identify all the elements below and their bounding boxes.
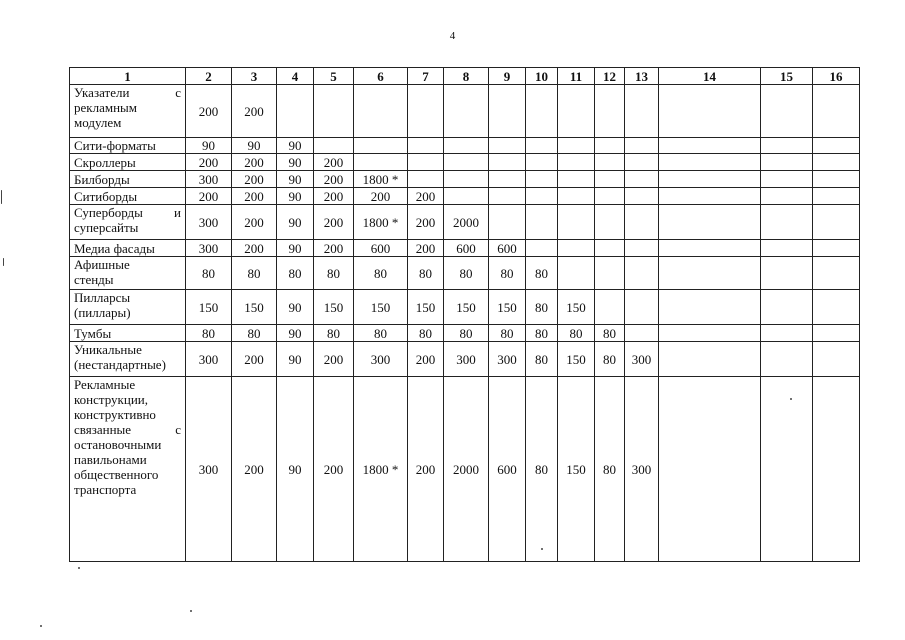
tariff-table [69, 67, 860, 562]
value-cell: 80 [489, 257, 526, 290]
value-cell [659, 240, 761, 257]
value-cell [354, 154, 408, 171]
row-name-line: Уникальные [74, 342, 142, 357]
row-name-line: Скроллеры [74, 154, 136, 170]
column-header: 3 [232, 68, 277, 85]
value-cell [625, 290, 659, 325]
value-cell [489, 171, 526, 188]
value-cell: 80 [354, 257, 408, 290]
value-cell: 80 [526, 325, 558, 342]
row-name-line: стенды [74, 272, 114, 287]
scan-speck [541, 548, 543, 550]
value-cell: 90 [277, 188, 314, 205]
row-name-line: (пиллары) [74, 305, 131, 320]
value-cell: 80 [526, 377, 558, 562]
row-name-line: Медиа фасады [74, 240, 155, 256]
value-cell: 200 [232, 205, 277, 240]
value-cell: 200 [186, 188, 232, 205]
row-name-line: Пилларсы [74, 290, 131, 305]
value-cell [813, 290, 860, 325]
value-cell: 600 [489, 377, 526, 562]
value-cell: 1800 * [354, 205, 408, 240]
row-name-cell [70, 171, 186, 188]
value-cell: 150 [558, 377, 595, 562]
scan-speck [3, 258, 4, 266]
column-header: 9 [489, 68, 526, 85]
row-name-line: рекламным [74, 100, 137, 115]
value-cell [625, 188, 659, 205]
row-name-line: суперсайты [74, 220, 139, 235]
column-header: 4 [277, 68, 314, 85]
row-name-line: Билборды [74, 171, 130, 187]
value-cell: 150 [558, 342, 595, 377]
value-cell: 150 [186, 290, 232, 325]
value-cell [761, 205, 813, 240]
value-cell: 90 [277, 342, 314, 377]
value-cell: 80 [526, 257, 558, 290]
value-cell [595, 240, 625, 257]
value-cell: 80 [444, 325, 489, 342]
table-row [70, 257, 860, 290]
value-cell: 80 [489, 325, 526, 342]
value-cell: 200 [314, 171, 354, 188]
value-cell: 200 [232, 188, 277, 205]
value-cell [813, 205, 860, 240]
value-cell: 1800 * [354, 377, 408, 562]
value-cell: 80 [314, 257, 354, 290]
value-cell: 300 [444, 342, 489, 377]
value-cell [625, 240, 659, 257]
value-cell [659, 377, 761, 562]
value-cell [659, 205, 761, 240]
value-cell [659, 188, 761, 205]
value-cell: 300 [354, 342, 408, 377]
row-name-cell [70, 342, 186, 377]
value-cell [625, 171, 659, 188]
value-cell: 200 [314, 240, 354, 257]
value-cell [558, 85, 595, 138]
value-cell: 90 [277, 154, 314, 171]
value-cell: 300 [625, 377, 659, 562]
value-cell [659, 290, 761, 325]
value-cell: 300 [186, 205, 232, 240]
table-body [70, 85, 860, 562]
value-cell [595, 290, 625, 325]
value-cell [625, 325, 659, 342]
column-header: 8 [444, 68, 489, 85]
value-cell: 300 [186, 342, 232, 377]
value-cell [595, 171, 625, 188]
value-cell [761, 240, 813, 257]
scan-speck [40, 625, 42, 627]
value-cell: 300 [186, 240, 232, 257]
scan-speck [790, 398, 792, 400]
value-cell [659, 138, 761, 154]
value-cell: 300 [489, 342, 526, 377]
row-name-cell [70, 205, 186, 240]
value-cell: 80 [408, 257, 444, 290]
row-name-cell [70, 240, 186, 257]
value-cell [526, 188, 558, 205]
value-cell [595, 257, 625, 290]
value-cell: 90 [186, 138, 232, 154]
value-cell [761, 342, 813, 377]
value-cell [813, 342, 860, 377]
value-cell [761, 188, 813, 205]
column-header: 16 [813, 68, 860, 85]
value-cell [761, 154, 813, 171]
value-cell [444, 171, 489, 188]
value-cell: 80 [595, 342, 625, 377]
value-cell [489, 154, 526, 171]
value-cell [625, 257, 659, 290]
value-cell [526, 205, 558, 240]
column-header: 10 [526, 68, 558, 85]
value-cell [354, 85, 408, 138]
value-cell: 200 [354, 188, 408, 205]
row-name-line: конструкции, [74, 392, 148, 407]
column-header: 1 [70, 68, 186, 85]
value-cell [408, 154, 444, 171]
table-row [70, 290, 860, 325]
value-cell: 80 [186, 325, 232, 342]
row-name-line: Тумбы [74, 325, 112, 341]
value-cell: 80 [558, 325, 595, 342]
value-cell: 200 [314, 377, 354, 562]
value-cell [659, 257, 761, 290]
value-cell [314, 138, 354, 154]
column-header: 6 [354, 68, 408, 85]
row-name-cell [70, 257, 186, 290]
value-cell [659, 154, 761, 171]
value-cell: 150 [232, 290, 277, 325]
value-cell: 2000 [444, 205, 489, 240]
row-name-line: Рекламные [74, 377, 136, 392]
value-cell [408, 138, 444, 154]
value-cell: 200 [314, 188, 354, 205]
value-cell: 90 [232, 138, 277, 154]
row-name-line: конструктивно [74, 407, 156, 422]
value-cell [659, 171, 761, 188]
table-row [70, 377, 860, 562]
value-cell [277, 85, 314, 138]
value-cell: 200 [408, 342, 444, 377]
scan-speck [1, 190, 2, 204]
value-cell [526, 154, 558, 171]
value-cell [595, 85, 625, 138]
value-cell [761, 85, 813, 138]
value-cell [526, 240, 558, 257]
value-cell: 200 [408, 377, 444, 562]
row-name-cell [70, 85, 186, 138]
value-cell: 200 [408, 188, 444, 205]
value-cell [625, 205, 659, 240]
value-cell [558, 154, 595, 171]
value-cell: 150 [408, 290, 444, 325]
column-header: 13 [625, 68, 659, 85]
value-cell: 150 [558, 290, 595, 325]
value-cell: 80 [526, 290, 558, 325]
value-cell [761, 138, 813, 154]
value-cell [625, 85, 659, 138]
row-name-line: Ситиборды [74, 188, 138, 204]
column-header: 14 [659, 68, 761, 85]
row-name-line: павильонами [74, 452, 147, 467]
value-cell [761, 325, 813, 342]
value-cell: 200 [186, 85, 232, 138]
value-cell: 90 [277, 325, 314, 342]
value-cell [526, 138, 558, 154]
header-row [70, 68, 860, 85]
row-name-line: транспорта [74, 482, 137, 497]
table-row [70, 342, 860, 377]
value-cell: 200 [408, 240, 444, 257]
value-cell: 600 [444, 240, 489, 257]
page-number: 4 [449, 30, 456, 42]
value-cell [354, 138, 408, 154]
value-cell: 200 [314, 154, 354, 171]
value-cell [558, 240, 595, 257]
value-cell [813, 240, 860, 257]
value-cell: 80 [186, 257, 232, 290]
value-cell [595, 205, 625, 240]
row-name-line: связанные с [74, 422, 181, 437]
value-cell: 150 [314, 290, 354, 325]
value-cell [625, 138, 659, 154]
value-cell [489, 188, 526, 205]
value-cell: 90 [277, 138, 314, 154]
value-cell [761, 377, 813, 562]
column-header: 11 [558, 68, 595, 85]
row-name-line: остановочными [74, 437, 162, 452]
value-cell [595, 154, 625, 171]
value-cell [813, 171, 860, 188]
value-cell: 2000 [444, 377, 489, 562]
value-cell [408, 171, 444, 188]
row-name-line: (нестандартные) [74, 357, 166, 372]
column-header: 2 [186, 68, 232, 85]
value-cell: 80 [277, 257, 314, 290]
value-cell: 90 [277, 290, 314, 325]
value-cell: 200 [232, 240, 277, 257]
row-name-cell [70, 377, 186, 562]
value-cell: 200 [232, 377, 277, 562]
value-cell: 150 [444, 290, 489, 325]
row-name-cell [70, 188, 186, 205]
value-cell: 300 [186, 377, 232, 562]
value-cell [659, 342, 761, 377]
table-row [70, 85, 860, 138]
value-cell: 200 [232, 85, 277, 138]
value-cell: 80 [444, 257, 489, 290]
row-name-line: Указатели с [74, 85, 181, 100]
value-cell [489, 138, 526, 154]
value-cell [813, 377, 860, 562]
value-cell [314, 85, 354, 138]
table-row [70, 138, 860, 154]
value-cell: 200 [186, 154, 232, 171]
value-cell [558, 171, 595, 188]
scan-speck [190, 610, 192, 612]
value-cell: 80 [595, 377, 625, 562]
value-cell [813, 257, 860, 290]
value-cell [813, 138, 860, 154]
value-cell [558, 188, 595, 205]
value-cell [408, 85, 444, 138]
value-cell: 90 [277, 377, 314, 562]
value-cell [444, 154, 489, 171]
row-name-line: общественного [74, 467, 159, 482]
scan-speck [78, 567, 80, 569]
value-cell [813, 154, 860, 171]
table-row [70, 205, 860, 240]
value-cell: 200 [314, 342, 354, 377]
table-row [70, 188, 860, 205]
value-cell: 80 [232, 325, 277, 342]
value-cell [526, 171, 558, 188]
value-cell [813, 85, 860, 138]
value-cell [659, 325, 761, 342]
column-header: 15 [761, 68, 813, 85]
value-cell: 90 [277, 240, 314, 257]
value-cell: 80 [354, 325, 408, 342]
value-cell [489, 205, 526, 240]
value-cell: 150 [489, 290, 526, 325]
column-header: 7 [408, 68, 444, 85]
value-cell: 90 [277, 171, 314, 188]
value-cell: 200 [314, 205, 354, 240]
value-cell [489, 85, 526, 138]
value-cell: 90 [277, 205, 314, 240]
value-cell: 80 [595, 325, 625, 342]
row-name-cell [70, 290, 186, 325]
value-cell: 200 [408, 205, 444, 240]
row-name-line: Афишные [74, 257, 130, 272]
value-cell: 80 [314, 325, 354, 342]
value-cell [761, 257, 813, 290]
value-cell [625, 154, 659, 171]
value-cell [659, 85, 761, 138]
value-cell [595, 188, 625, 205]
value-cell [526, 85, 558, 138]
value-cell: 300 [186, 171, 232, 188]
value-cell [761, 171, 813, 188]
value-cell [761, 290, 813, 325]
value-cell: 150 [354, 290, 408, 325]
value-cell: 80 [232, 257, 277, 290]
value-cell [813, 188, 860, 205]
value-cell: 200 [232, 342, 277, 377]
row-name-cell [70, 325, 186, 342]
value-cell [444, 188, 489, 205]
table-row [70, 171, 860, 188]
value-cell: 600 [354, 240, 408, 257]
value-cell [444, 85, 489, 138]
value-cell [558, 138, 595, 154]
row-name-cell [70, 154, 186, 171]
table-row [70, 240, 860, 257]
table-row [70, 325, 860, 342]
value-cell: 80 [408, 325, 444, 342]
value-cell: 200 [232, 154, 277, 171]
value-cell: 600 [489, 240, 526, 257]
value-cell: 80 [526, 342, 558, 377]
value-cell [558, 205, 595, 240]
row-name-line: Суперборды и [74, 205, 181, 220]
value-cell: 200 [232, 171, 277, 188]
value-cell [558, 257, 595, 290]
value-cell: 1800 * [354, 171, 408, 188]
value-cell [444, 138, 489, 154]
value-cell [813, 325, 860, 342]
row-name-line: Сити-форматы [74, 138, 156, 153]
row-name-line: модулем [74, 115, 122, 130]
column-header: 12 [595, 68, 625, 85]
column-header: 5 [314, 68, 354, 85]
row-name-cell [70, 138, 186, 154]
value-cell [595, 138, 625, 154]
value-cell: 300 [625, 342, 659, 377]
table-row [70, 154, 860, 171]
